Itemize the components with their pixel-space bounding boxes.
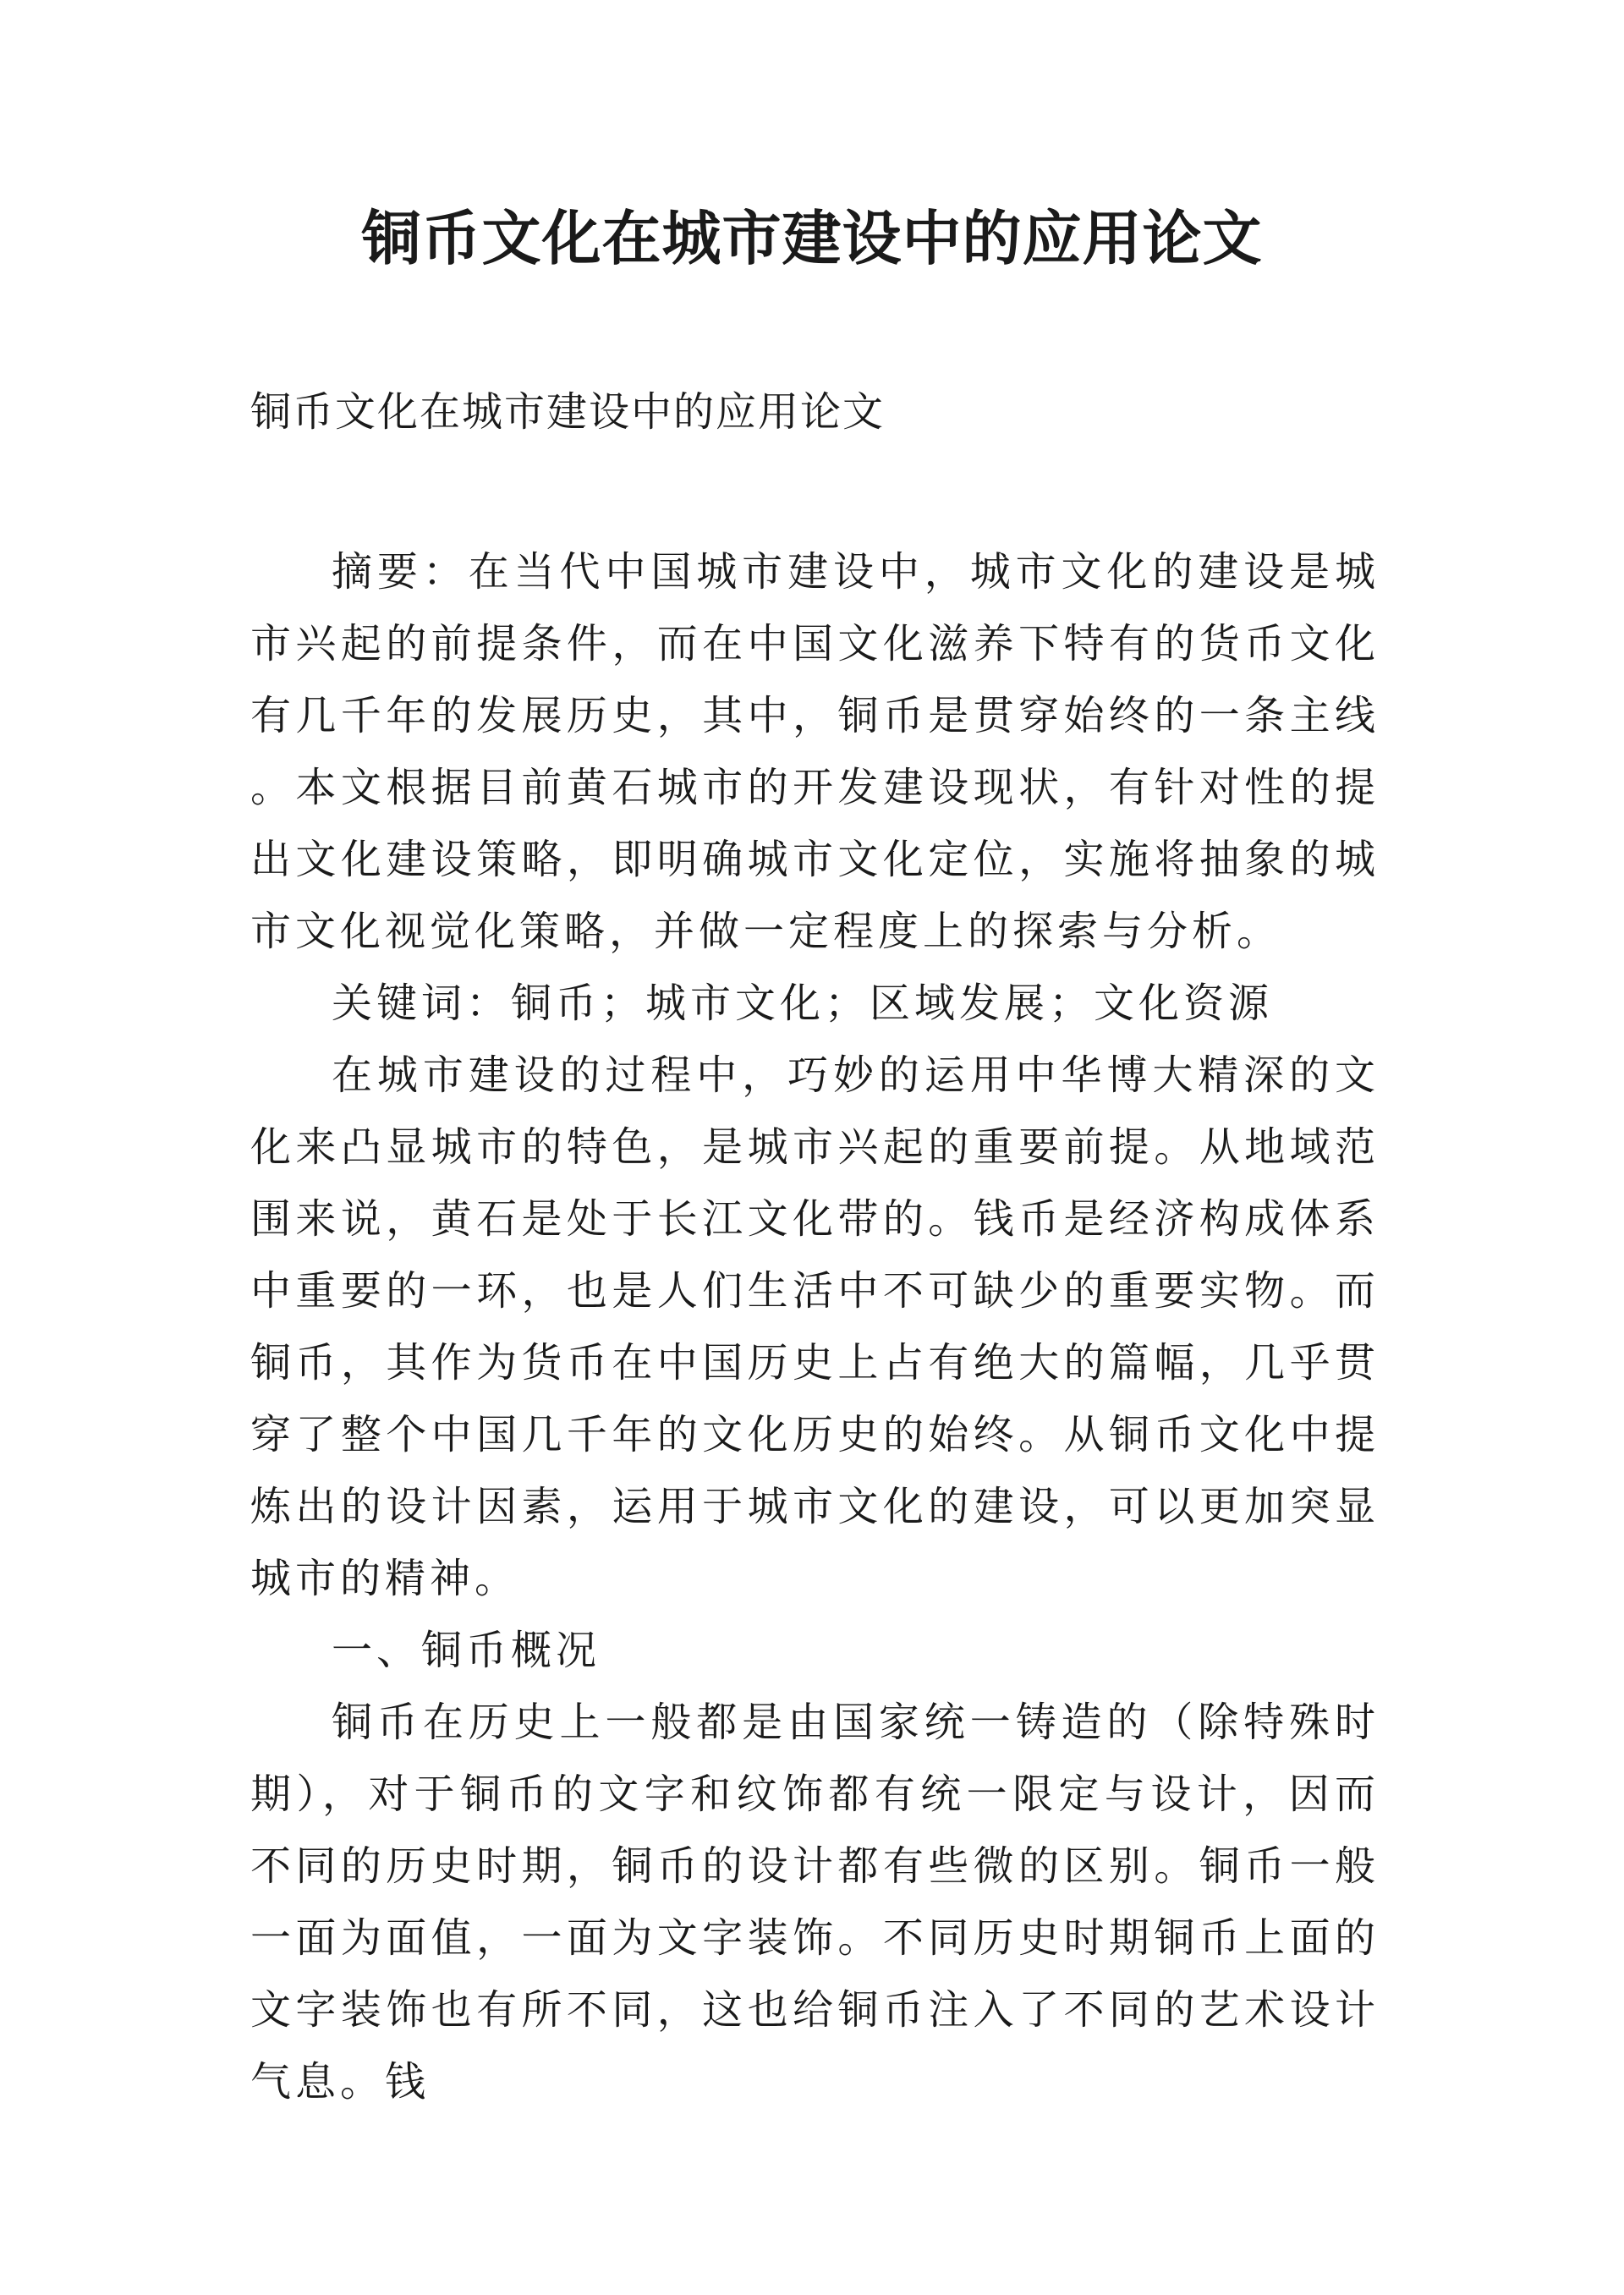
- section-paragraph: 铜币在历史上一般都是由国家统一铸造的（除特殊时期），对于铜币的文字和纹饰都有统一限定与设计，因而不同的历史时期，铜币的设计都有些微的区别。铜币一般一面为面值，一面为文字装饰。不同历史时期铜币上面的文字装饰也有所不同，这也给铜币注入了不同的艺术设计气息。钱: [250, 1699, 1380, 2106]
- document-title: 铜币文化在城市建设中的应用论文: [361, 204, 1263, 273]
- intro-paragraph: 在城市建设的过程中，巧妙的运用中华博大精深的文化来凸显城市的特色，是城市兴起的重要前提。从地域范围来说，黄石是处于长江文化带的。钱币是经济构成体系中重要的一环，也是人们生活中不可缺少的重要实物。而铜币，其作为货币在中国历史上占有绝大的篇幅，几乎贯穿了整个中国几千年的文化历史的始终。从铜币文化中提炼出的设计因素，运用于城市文化的建设，可以更加突显城市的精神。: [250, 1051, 1380, 1602]
- document-subtitle: 铜币文化在城市建设中的应用论文: [250, 388, 886, 436]
- section-heading: 一、铜币概况: [332, 1627, 601, 1674]
- abstract-paragraph: 摘要：在当代中国城市建设中，城市文化的建设是城市兴起的前提条件，而在中国文化滋养下特有的货币文化有几千年的发展历史，其中，铜币是贯穿始终的一条主线。本文根据目前黄石城市的开发建设现状，有针对性的提出文化建设策略，即明确城市文化定位，实施将抽象的城市文化视觉化策略，并做一定程度上的探索与分析。: [250, 548, 1380, 955]
- document-body: [250, 536, 1380, 2118]
- keywords-paragraph: 关键词：铜币；城市文化；区域发展；文化资源: [332, 980, 1274, 1027]
